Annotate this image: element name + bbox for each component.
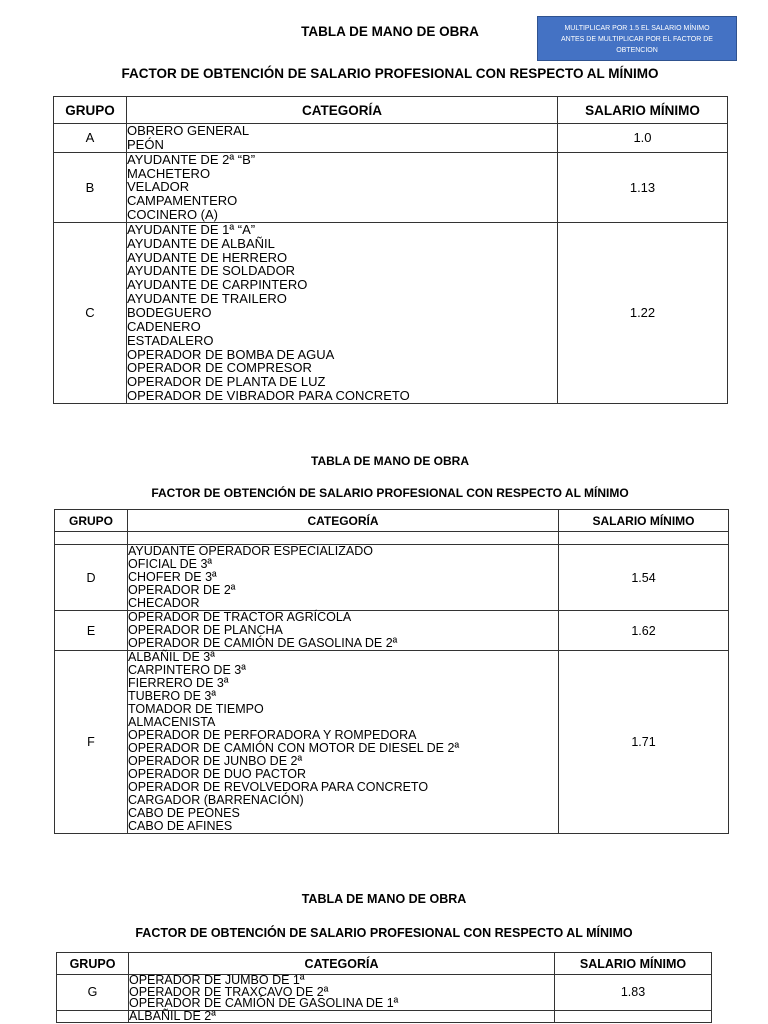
category-item: OPERADOR DE VIBRADOR PARA CONCRETO [127, 388, 410, 404]
category-item: PEÓN [127, 136, 164, 152]
category-cell [128, 651, 559, 834]
category-item: OPERADOR DE 2ª [128, 583, 236, 597]
category-item: CADENERO [127, 318, 201, 334]
factor-cell: 1.22 [558, 222, 728, 403]
factor-cell [555, 1010, 712, 1023]
note-line: MULTIPLICAR POR 1.5 EL SALARIO MÍNIMO [564, 25, 710, 32]
header-grupo: GRUPO [55, 510, 128, 532]
group-cell: E [55, 611, 128, 651]
table-row [57, 975, 712, 1011]
category-item: BODEGUERO [127, 304, 212, 320]
group-cell: F [55, 651, 128, 834]
category-item: CAMPAMENTERO [127, 193, 238, 209]
category-item: AYUDANTE DE TRAILERO [127, 291, 287, 307]
group-cell: B [54, 152, 127, 222]
category-item: ESTADALERO [127, 332, 214, 348]
category-item: OBRERO GENERAL [127, 123, 250, 138]
category-cell [129, 1010, 555, 1023]
category-item: OPERADOR DE TRACTOR AGRÍCOLA [128, 610, 352, 624]
category-item: CABO DE PEONES [128, 806, 240, 820]
table-row [57, 1010, 712, 1023]
section-3-title: TABLA DE MANO DE OBRA [301, 892, 467, 906]
category-item: OPERADOR DE TRAXCAVO DE 2ª [129, 984, 329, 999]
category-item: AYUDANTE DE ALBAÑIL [127, 235, 275, 251]
category-item: ALBAÑIL DE 3ª [128, 650, 215, 664]
category-item: AYUDANTE DE HERRERO [127, 249, 288, 265]
blank-row [55, 532, 729, 545]
category-item: ALBAÑIL DE 2ª [129, 1008, 216, 1023]
category-item: CARGADOR (BARRENACIÓN) [128, 793, 304, 807]
group-cell: C [54, 222, 127, 403]
factor-cell: 1.0 [558, 124, 728, 153]
category-item: CHOFER DE 3ª [128, 570, 217, 584]
table-row [55, 611, 729, 651]
category-item: FIERRERO DE 3ª [128, 676, 229, 690]
category-item: AYUDANTE DE CARPINTERO [127, 277, 308, 293]
category-item: OPERADOR DE PLANTA DE LUZ [127, 374, 326, 390]
category-item: VELADOR [127, 179, 190, 195]
wage-table-3 [56, 952, 712, 1023]
table-row [55, 651, 729, 834]
category-item: OPERADOR DE CAMIÓN DE GASOLINA DE 2ª [128, 636, 398, 650]
category-cell [128, 611, 559, 651]
category-item: OPERADOR DE PERFORADORA Y ROMPEDORA [128, 728, 417, 742]
table-row [54, 222, 728, 403]
category-item: CARPINTERO DE 3ª [128, 663, 246, 677]
category-item: AYUDANTE DE SOLDADOR [127, 263, 296, 279]
table-row [54, 124, 728, 153]
category-item: OPERADOR DE CAMIÓN CON MOTOR DE DIESEL DE 2ª [128, 741, 460, 755]
header-salario-minimo: SALARIO MÍNIMO [559, 510, 729, 532]
note-line: OBTENCION [616, 47, 658, 54]
category-item: OPERADOR DE COMPRESOR [127, 360, 312, 376]
factor-cell: 1.62 [559, 611, 729, 651]
wage-table-1 [53, 96, 728, 404]
category-item: OPERADOR DE PLANCHA [128, 623, 283, 637]
group-cell: D [55, 545, 128, 611]
header-categoria: CATEGORÍA [127, 97, 558, 124]
group-cell: A [54, 124, 127, 153]
group-cell: G [57, 975, 129, 1011]
category-cell [127, 152, 558, 222]
section-3-subtitle: FACTOR DE OBTENCIÓN DE SALARIO PROFESIONAL CON RESPECTO AL MÍNIMO [135, 926, 633, 940]
factor-cell: 1.71 [559, 651, 729, 834]
note-line: ANTES DE MULTIPLICAR POR EL FACTOR DE [561, 36, 713, 43]
category-item: TOMADOR DE TIEMPO [128, 702, 264, 716]
category-item: ALMACENISTA [128, 715, 216, 729]
header-categoria: CATEGORÍA [128, 510, 559, 532]
category-item: MACHETERO [127, 165, 211, 181]
header-grupo: GRUPO [57, 953, 129, 975]
category-item: OPERADOR DE BOMBA DE AGUA [127, 346, 335, 362]
section-1-title: TABLA DE MANO DE OBRA [301, 24, 479, 39]
category-item: OPERADOR DE DUO PACTOR [128, 767, 307, 781]
wage-table-2 [54, 509, 729, 834]
header-salario-minimo: SALARIO MÍNIMO [558, 97, 728, 124]
factor-cell: 1.83 [555, 975, 712, 1011]
section-2-title: TABLA DE MANO DE OBRA [311, 454, 469, 468]
category-item: CHECADOR [128, 596, 200, 610]
category-item: OFICIAL DE 3ª [128, 557, 213, 571]
category-item: COCINERO (A) [127, 207, 218, 223]
section-1-subtitle: FACTOR DE OBTENCIÓN DE SALARIO PROFESIONAL CON RESPECTO AL MÍNIMO [121, 66, 659, 81]
category-item: OPERADOR DE JUMBO DE 1ª [129, 973, 305, 987]
category-item: AYUDANTE OPERADOR ESPECIALIZADO [128, 544, 373, 558]
category-cell [129, 975, 555, 1011]
header-grupo: GRUPO [54, 97, 127, 124]
category-item: OPERADOR DE REVOLVEDORA PARA CONCRETO [128, 780, 429, 794]
category-item: AYUDANTE DE 2ª “B” [127, 151, 256, 167]
category-cell [127, 124, 558, 153]
category-item: OPERADOR DE JUNBO DE 2ª [128, 754, 303, 768]
table-row [54, 152, 728, 222]
header-categoria: CATEGORÍA [129, 953, 555, 975]
table-row [55, 545, 729, 611]
category-item: TUBERO DE 3ª [128, 689, 216, 703]
multiplier-note [537, 16, 737, 61]
category-cell [127, 222, 558, 403]
blank-cell [559, 532, 729, 545]
header-salario-minimo: SALARIO MÍNIMO [555, 953, 712, 975]
factor-cell: 1.13 [558, 152, 728, 222]
category-item: AYUDANTE DE 1ª “A” [127, 221, 256, 237]
blank-cell [128, 532, 559, 545]
blank-cell [55, 532, 128, 545]
section-2-subtitle: FACTOR DE OBTENCIÓN DE SALARIO PROFESIONAL CON RESPECTO AL MÍNIMO [151, 486, 629, 500]
category-item: OPERADOR DE CAMIÓN DE GASOLINA DE 1ª [129, 996, 399, 1010]
group-cell [57, 1010, 129, 1023]
factor-cell: 1.54 [559, 545, 729, 611]
category-item: CABO DE AFINES [128, 819, 233, 833]
category-cell [128, 545, 559, 611]
